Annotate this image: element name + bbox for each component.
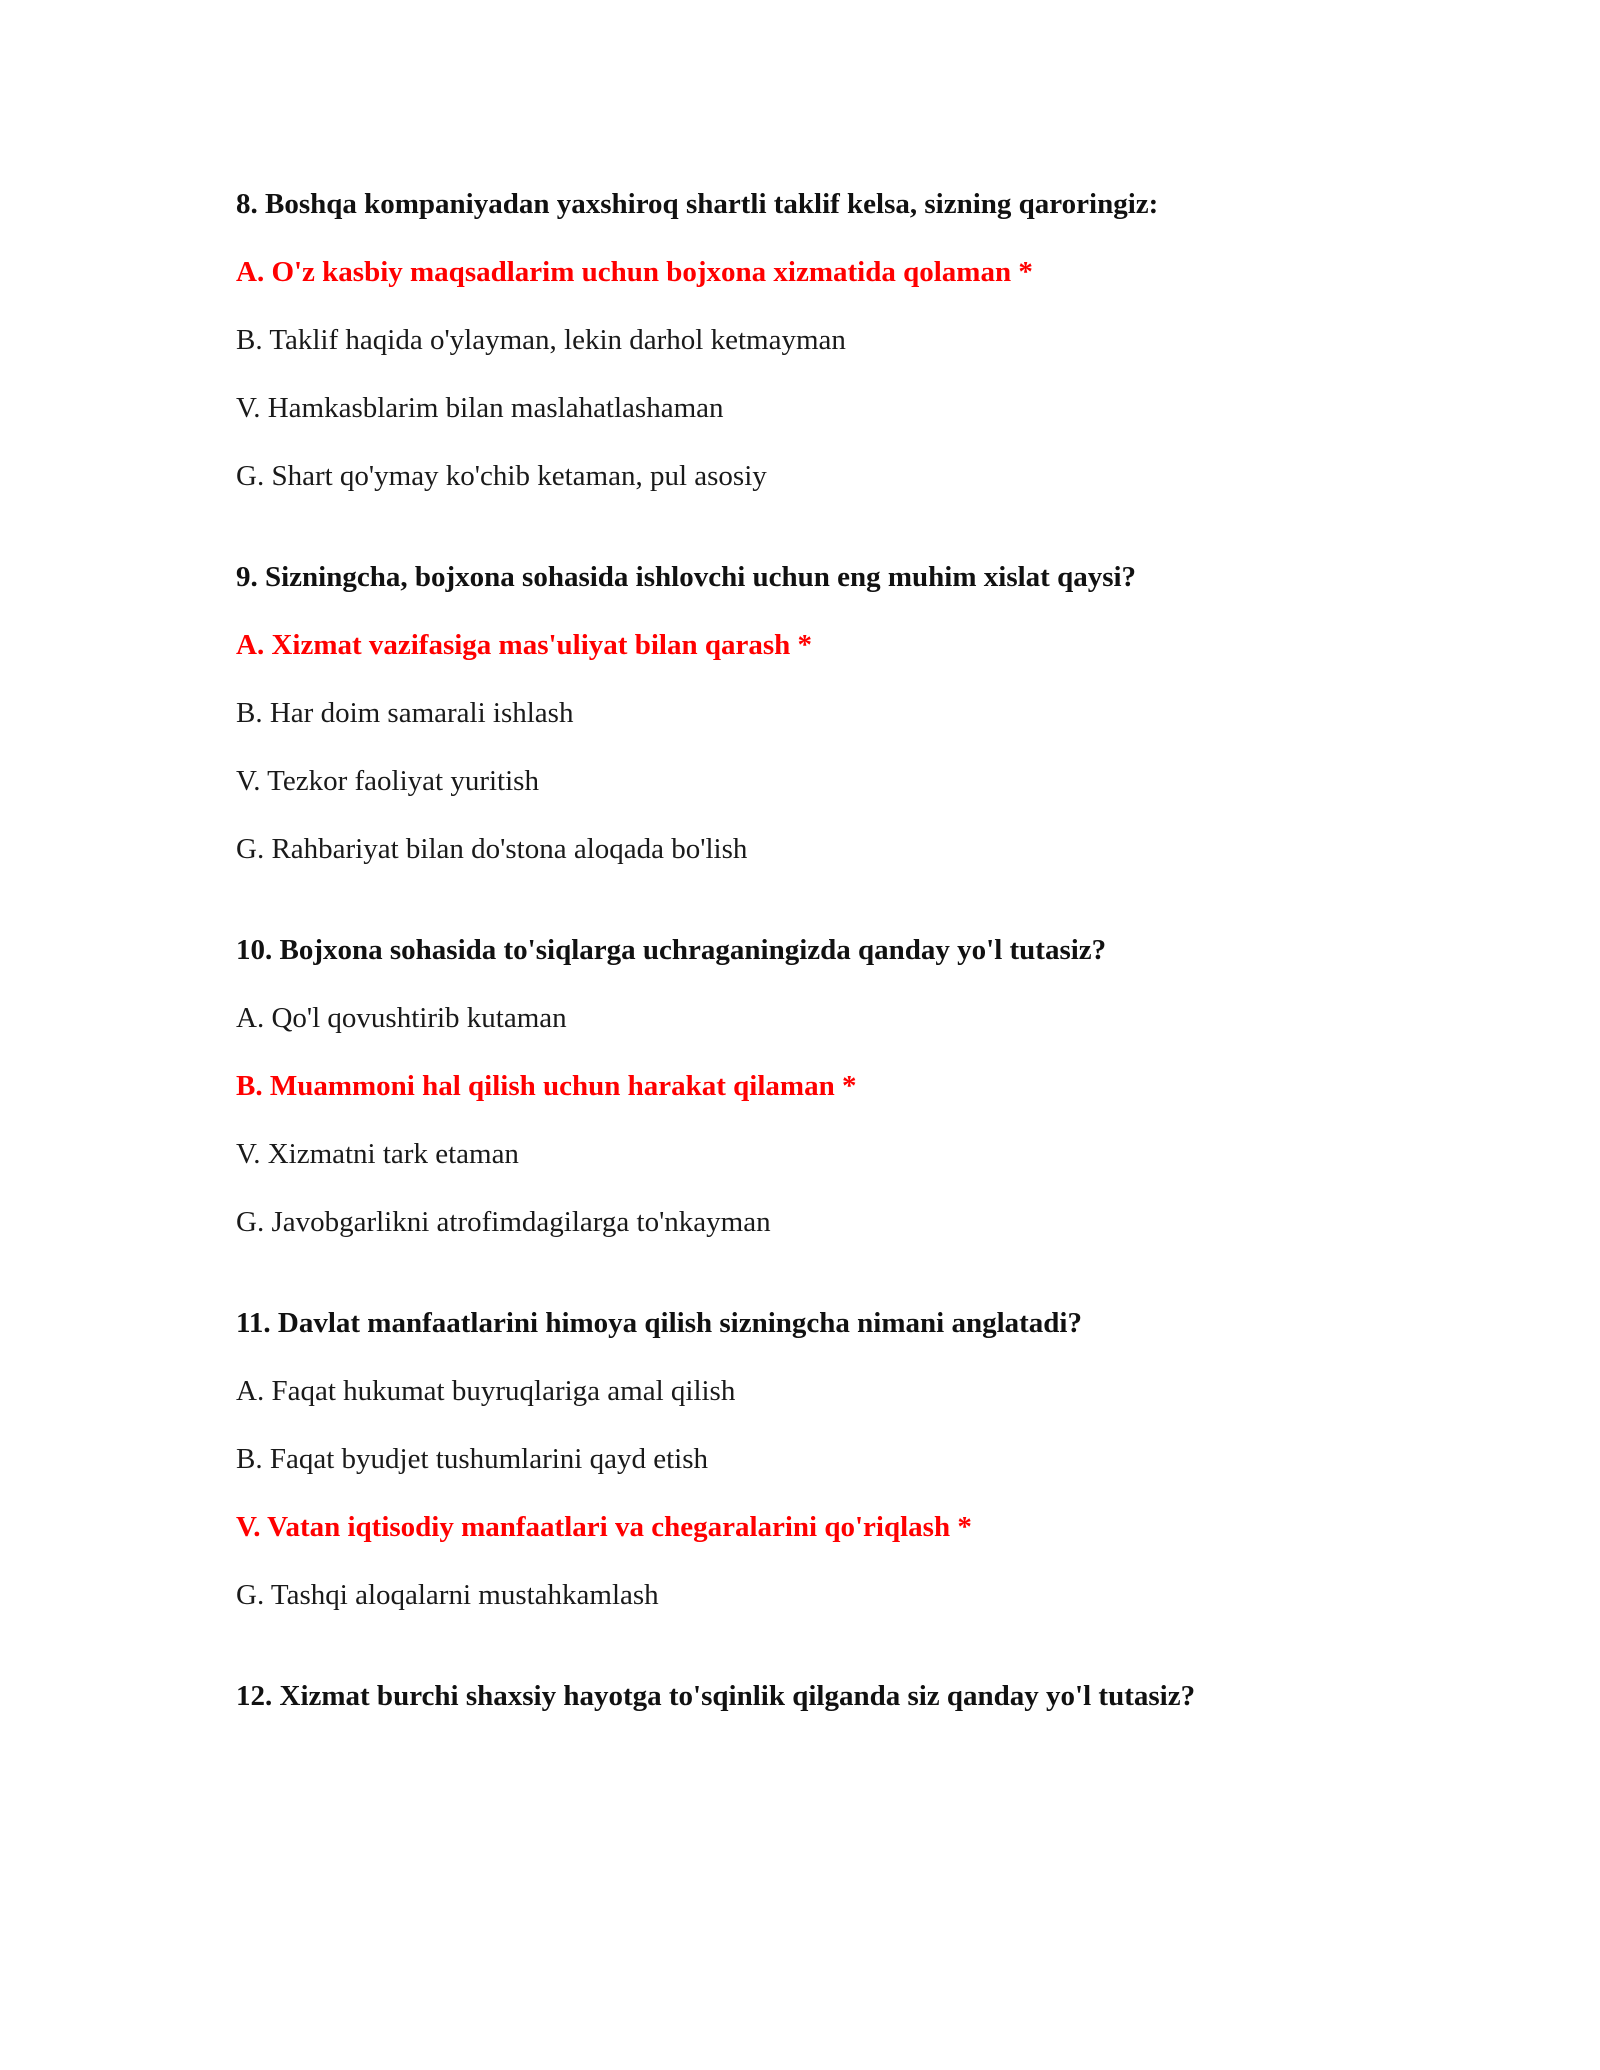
answer-option: B. Har doim samarali ishlash <box>236 697 574 729</box>
answer-option: A. Qo'l qovushtirib kutaman <box>236 1002 567 1034</box>
question-9 <box>236 561 1416 866</box>
question-text: 9. Sizningcha, bojxona sohasida ishlovchi uchun eng muhim xislat qaysi? <box>236 561 1137 593</box>
question-12 <box>236 1680 1416 1713</box>
answer-option: G. Javobgarlikni atrofimdagilarga to'nkayman <box>236 1206 771 1238</box>
question-text: 11. Davlat manfaatlarini himoya qilish sizningcha nimani anglatadi? <box>236 1307 1082 1339</box>
document-body <box>236 188 1416 1781</box>
answer-option: V. Xizmatni tark etaman <box>236 1138 519 1170</box>
answer-option-correct: A. Xizmat vazifasiga mas'uliyat bilan qarash * <box>236 629 812 661</box>
answer-option: B. Taklif haqida o'ylayman, lekin darhol ketmayman <box>236 324 846 356</box>
answer-option: G. Shart qo'ymay ko'chib ketaman, pul asosiy <box>236 460 767 492</box>
answer-option: B. Faqat byudjet tushumlarini qayd etish <box>236 1443 709 1475</box>
answer-option: G. Rahbariyat bilan do'stona aloqada bo'lish <box>236 833 748 865</box>
question-text: 10. Bojxona sohasida to'siqlarga uchraganingizda qanday yo'l tutasiz? <box>236 934 1107 966</box>
answer-option: G. Tashqi aloqalarni mustahkamlash <box>236 1579 659 1611</box>
answer-option: V. Hamkasblarim bilan maslahatlashaman <box>236 392 724 424</box>
answer-option: A. Faqat hukumat buyruqlariga amal qilish <box>236 1375 736 1407</box>
question-8 <box>236 188 1416 493</box>
answer-option-correct: B. Muammoni hal qilish uchun harakat qilaman * <box>236 1070 857 1102</box>
question-text: 8. Boshqa kompaniyadan yaxshiroq shartli taklif kelsa, sizning qaroringiz: <box>236 188 1159 220</box>
question-11 <box>236 1307 1416 1612</box>
answer-option-correct: V. Vatan iqtisodiy manfaatlari va chegaralarini qo'riqlash * <box>236 1511 972 1543</box>
answer-option: V. Tezkor faoliyat yuritish <box>236 765 539 797</box>
answer-option-correct: A. O'z kasbiy maqsadlarim uchun bojxona xizmatida qolaman * <box>236 256 1033 288</box>
question-10 <box>236 934 1416 1239</box>
question-text: 12. Xizmat burchi shaxsiy hayotga to'sqinlik qilganda siz qanday yo'l tutasiz? <box>236 1680 1196 1712</box>
